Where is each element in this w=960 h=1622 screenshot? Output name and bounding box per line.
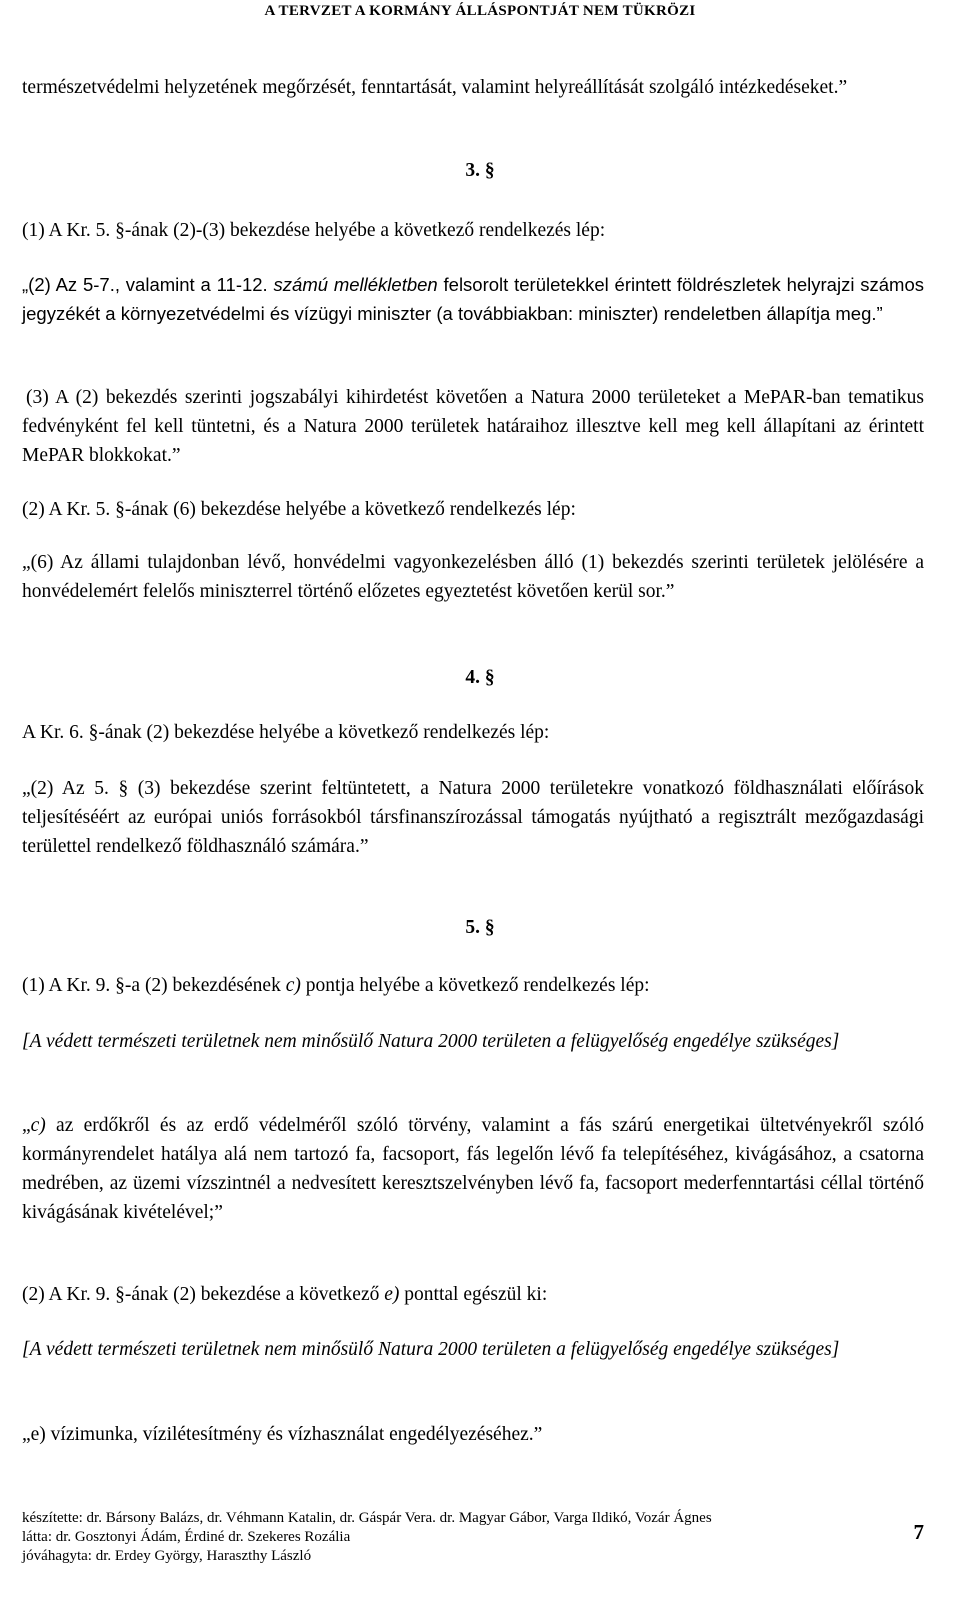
text-segment: az erdőkről és az erdő védelméről szóló törvény, valamint a fás szárú energetikai ültetvényekről szóló kormányrendelet hatálya alá nem tartozó fa, facsoport, fás legelőn lévő fa telepítéséhez, kivágásához, a csatorna medrében, az üzemi vízszintnél a nedvesített keresztszelvényben lévő fa, facsoport mederfenntartási céllal történő kivágásának kivételével;”	[22, 1115, 924, 1223]
section-5-heading: 5. §	[465, 917, 495, 938]
paragraph-continuation: természetvédelmi helyzetének megőrzését, fenntartását, valamint helyreállítását szolgáló intézkedéseket.”	[22, 77, 848, 98]
text-segment: pontja helyébe a következő rendelkezés lép:	[300, 975, 650, 996]
text-segment: „	[22, 1115, 31, 1136]
italic-text: számú mellékletben	[273, 274, 438, 295]
quoted-paragraph-2	[22, 270, 924, 328]
paragraph-4: A Kr. 6. §-ának (2) bekezdése helyébe a következő rendelkezés lép:	[22, 722, 550, 743]
italic-text: c)	[30, 1115, 46, 1136]
footer-reviewed-by: látta: dr. Gosztonyi Ádám, Érdiné dr. Szekeres Rozália	[22, 1529, 351, 1545]
section-4-heading: 4. §	[465, 667, 495, 688]
quoted-paragraph-3: (3) A (2) bekezdés szerinti jogszabályi kihirdetést követően a Natura 2000 területeket a MePAR-ban tematikus fedvényként fel kell tüntetni, és a Natura 2000 területek határaihoz illesztve kell meg kell állapítani az érintett MePAR blokkokat.”	[22, 387, 924, 466]
page-footer	[22, 1509, 882, 1566]
bracketed-context-1: [A védett természeti területnek nem minősülő Natura 2000 területen a felügyelőség engedélye szükséges]	[22, 1031, 840, 1052]
text-segment: ponttal egészül ki:	[399, 1284, 548, 1305]
footer-approved-by: jóváhagyta: dr. Erdey György, Haraszthy László	[22, 1548, 312, 1564]
paragraph-3-1: (1) A Kr. 5. §-ának (2)-(3) bekezdése helyébe a következő rendelkezés lép:	[22, 220, 606, 241]
paragraph-3-2: (2) A Kr. 5. §-ának (6) bekezdése helyébe a következő rendelkezés lép:	[22, 499, 576, 520]
footer-prepared-by: készítette: dr. Bársony Balázs, dr. Véhmann Katalin, dr. Gáspár Vera. dr. Magyar Gábor, Varga Ildikó, Vozár Ágnes	[22, 1510, 712, 1526]
page-header: A TERVZET A KORMÁNY ÁLLÁSPONTJÁT NEM TÜKRÖZI	[264, 3, 696, 19]
text-segment: felsorolt területekkel érintett földrészletek helyrajzi számos jegyzékét a környezetvédelmi és vízügyi miniszter (a továbbiakban: miniszter) rendeletben állapítja meg.”	[22, 274, 924, 324]
paragraph-5-1	[22, 971, 924, 1000]
section-3-heading: 3. §	[465, 160, 495, 181]
quoted-paragraph-4-2: „(2) Az 5. § (3) bekezdése szerint feltüntetett, a Natura 2000 területekre vonatkozó földhasználati előírások teljesítéséért az európai uniós forrásokból társfinanszírozással támogatás nyújtható a regisztrált mezőgazdasági területtel rendelkező földhasználó számára.”	[22, 778, 924, 857]
paragraph-5-2	[22, 1280, 924, 1309]
quoted-point-c	[22, 1111, 924, 1227]
page-number: 7	[913, 1520, 924, 1544]
bracketed-context-2: [A védett természeti területnek nem minősülő Natura 2000 területen a felügyelőség engedélye szükséges]	[22, 1339, 840, 1360]
quoted-paragraph-6: „(6) Az állami tulajdonban lévő, honvédelmi vagyonkezelésben álló (1) bekezdés szerinti területek jelölésére a honvédelemért felelős miniszterrel történő előzetes egyeztetést követően kerül sor.”	[22, 552, 924, 602]
text-segment: (1) A Kr. 9. §-a (2) bekezdésének	[22, 975, 286, 996]
text-segment: „(2) Az 5-7., valamint a 11-12.	[22, 274, 274, 295]
quoted-point-e: „e) vízimunka, vízilétesítmény és vízhasználat engedélyezéséhez.”	[22, 1424, 543, 1445]
italic-text: e)	[384, 1284, 400, 1305]
italic-text: c)	[285, 975, 301, 996]
text-segment: (2) A Kr. 9. §-ának (2) bekezdése a következő	[22, 1284, 385, 1305]
